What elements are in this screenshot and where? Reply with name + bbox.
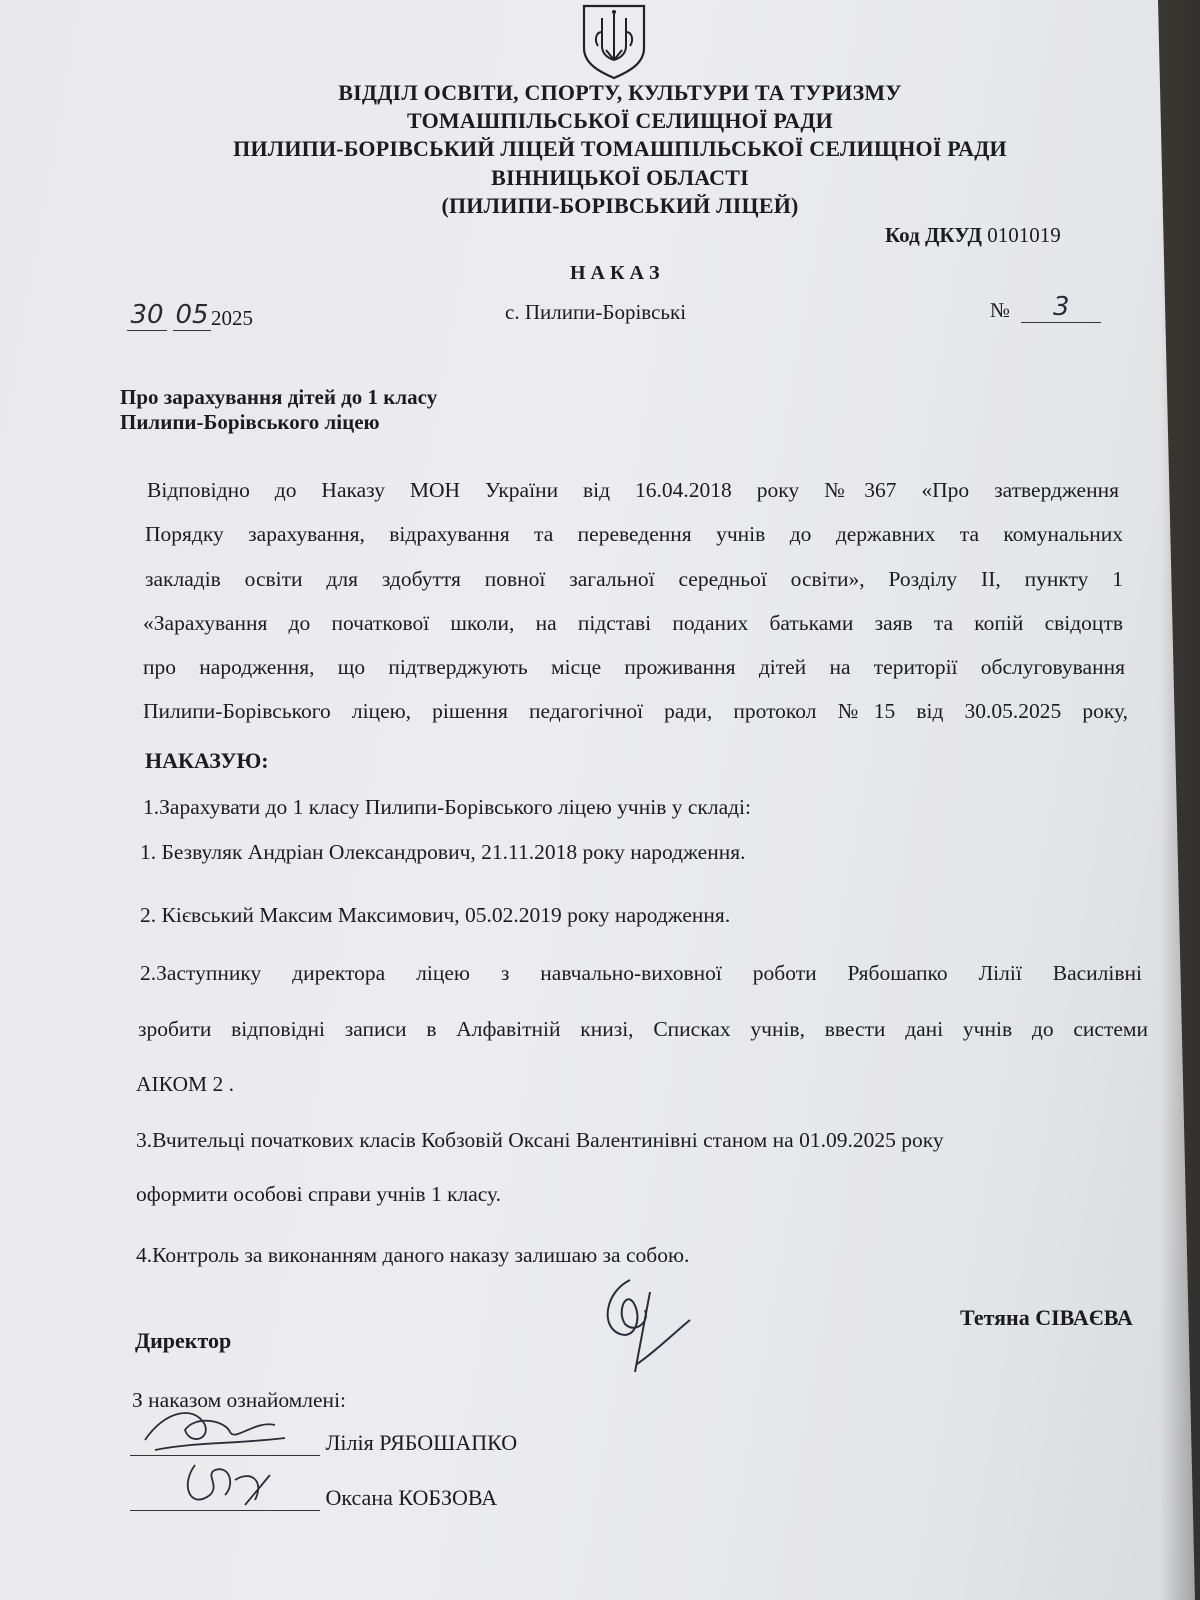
- order-word: НАКАЗУЮ:: [145, 748, 269, 773]
- person-2-name: Оксана КОБЗОВА: [325, 1485, 498, 1510]
- signature-name: Тетяна СІВАЄВА: [960, 1305, 1133, 1330]
- number-value: 3: [1021, 292, 1101, 323]
- header-line-1: ВІДДІЛ ОСВІТИ, СПОРТУ, КУЛЬТУРИ ТА ТУРИЗМУ: [338, 80, 902, 105]
- header-line-5: (ПИЛИПИ-БОРІВСЬКИЙ ЛІЦЕЙ): [441, 193, 799, 218]
- coat-of-arms-icon: [578, 2, 650, 80]
- director-signature-icon: [595, 1272, 715, 1382]
- acknowledged-label: З наказом ознайомлені:: [132, 1388, 347, 1412]
- person-1-name: Лілія РЯБОШАПКО: [325, 1430, 518, 1455]
- item-3-line-2: оформити особові справи учнів 1 класу.: [136, 1182, 502, 1206]
- subject-line-1: Про зарахування дітей до 1 класу: [120, 385, 438, 409]
- header-line-3: ПИЛИПИ-БОРІВСЬКИЙ ЛІЦЕЙ ТОМАШПІЛЬСЬКОЇ СЕЛИЩНОЇ РАДИ: [233, 136, 1007, 161]
- preamble-line-4: «Зарахування до початкової школи, на підставі поданих батьками заяв та копій свідоцтв: [143, 611, 1123, 635]
- header-line-4: ВІННИЦЬКОЇ ОБЛАСТІ: [491, 165, 749, 190]
- header-line-2: ТОМАШПІЛЬСЬКОЇ СЕЛИЩНОЇ РАДИ: [407, 108, 833, 133]
- item-4: 4.Контроль за виконанням даного наказу залишаю за собою.: [136, 1243, 690, 1267]
- order-title: Н А К А З: [570, 262, 660, 284]
- order-date: [127, 300, 253, 331]
- date-day: 30: [127, 300, 167, 331]
- preamble-line-5: про народження, що підтверджують місце проживання дітей на території обслуговування: [143, 655, 1125, 679]
- date-month: 05: [173, 300, 211, 331]
- dkud-value: 0101019: [987, 223, 1061, 247]
- number-label: №: [990, 298, 1011, 322]
- signature-1-icon: [135, 1400, 295, 1460]
- dkud-label: Код ДКУД: [885, 223, 982, 247]
- dkud-code: [885, 223, 1061, 248]
- student-2: 2. Кієвський Максим Максимович, 05.02.2019 року народження.: [140, 903, 731, 927]
- order-place: с. Пилипи-Борівські: [505, 300, 687, 324]
- item-2-line-1: 2.Заступнику директора ліцею з навчально-виховної роботи Рябошапко Лілії Василівні: [140, 961, 1142, 985]
- page-edge-shadow: [1160, 0, 1200, 1600]
- item-2-line-2: зробити відповідні записи в Алфавітній книзі, Списках учнів, ввести дані учнів до системи: [138, 1017, 1148, 1041]
- signature-2-icon: [175, 1455, 285, 1515]
- preamble-line-3: закладів освіти для здобуття повної загальної середньої освіти», Розділу ІІ, пункту 1: [145, 567, 1123, 591]
- preamble-line-6: Пилипи-Борівського ліцею, рішення педагогічної ради, протокол №15 від 30.05.2025 року,: [143, 699, 1128, 723]
- date-year: 2025: [211, 306, 253, 330]
- preamble-line-1: Відповідно до Наказу МОН України від 16.04.2018 року №367 «Про затвердження: [147, 478, 1119, 502]
- student-1: 1. Безвуляк Андріан Олександрович, 21.11.2018 року народження.: [140, 840, 746, 864]
- subject-line-2: Пилипи-Борівського ліцею: [120, 410, 380, 434]
- order-number: [990, 292, 1101, 323]
- item-1: 1.Зарахувати до 1 класу Пилипи-Борівського ліцею учнів у складі:: [143, 795, 752, 819]
- signature-position: Директор: [135, 1328, 232, 1353]
- item-3-line-1: 3.Вчительці початкових класів Кобзовій Оксані Валентинівні станом на 01.09.2025 року: [136, 1128, 944, 1152]
- item-2-line-3: АІКОМ 2 .: [136, 1072, 235, 1096]
- preamble-line-2: Порядку зарахування, відрахування та переведення учнів до державних та комунальних: [145, 522, 1123, 546]
